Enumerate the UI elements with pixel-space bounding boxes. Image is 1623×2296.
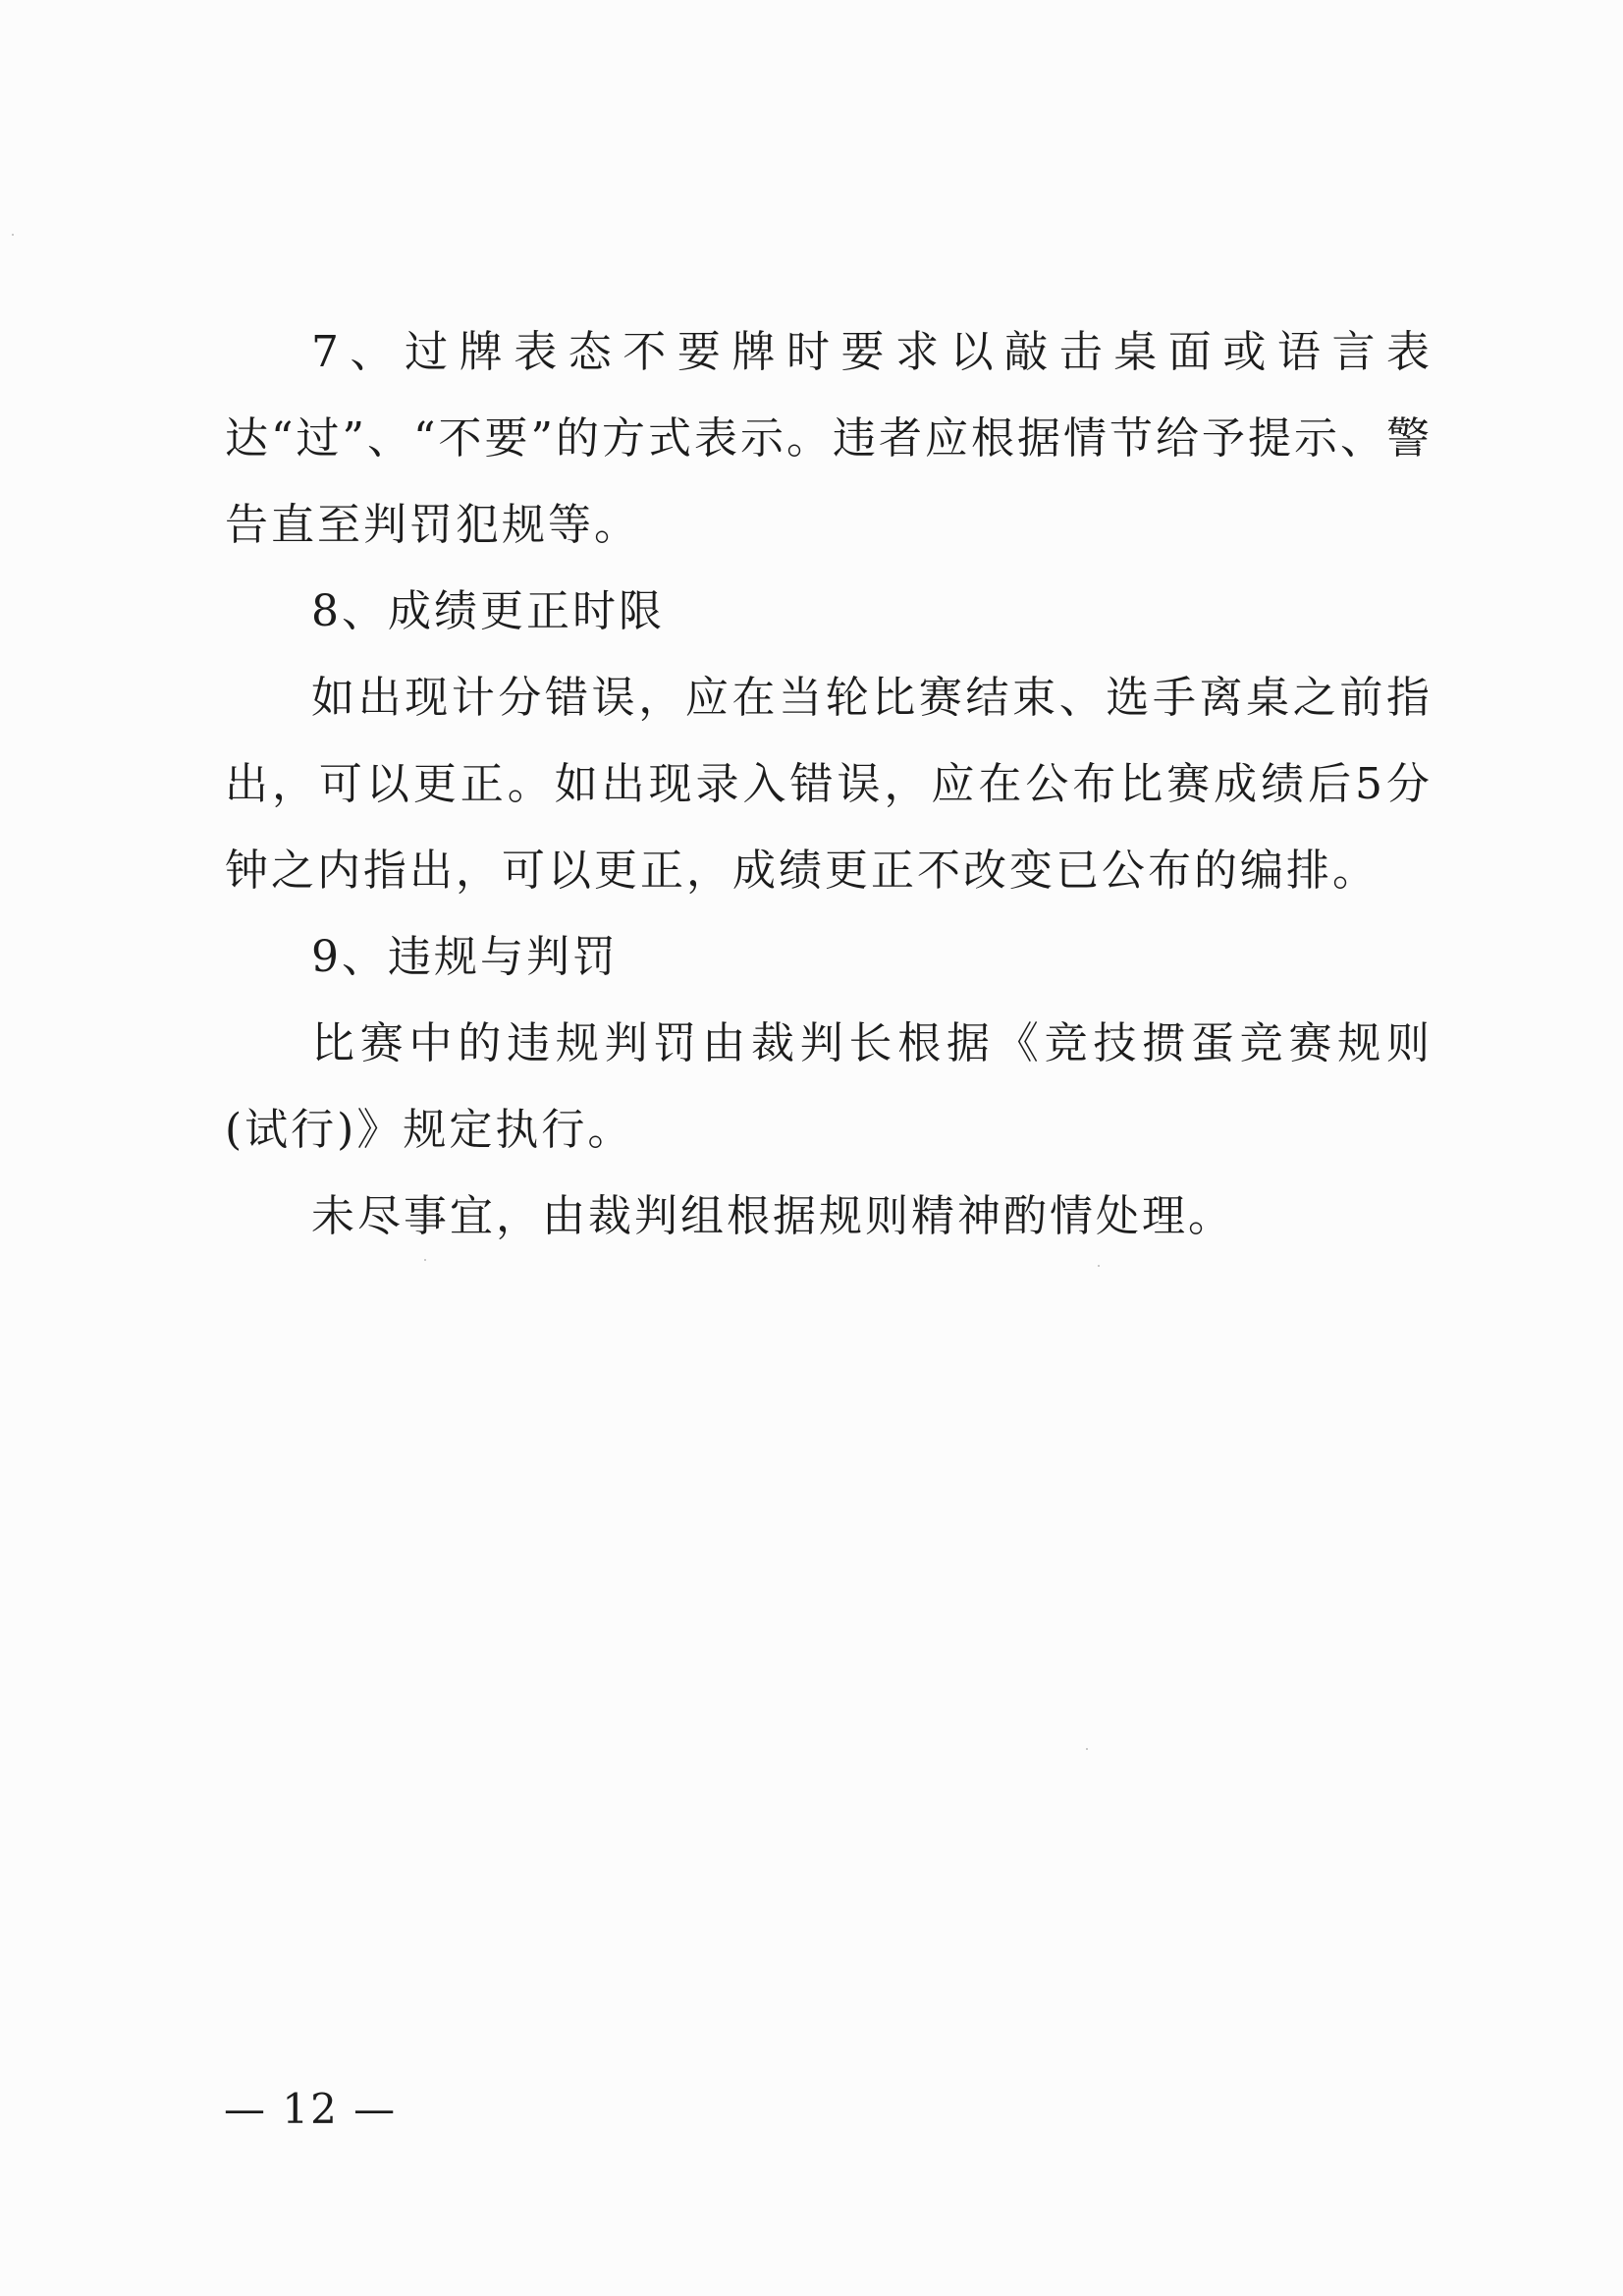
paragraph-rule-7: 7、过牌表态不要牌时要求以敲击桌面或语言表达“过”、“不要”的方式表示。违者应根据情节给予提示、警告直至判罚犯规等。: [225, 327, 1433, 550]
scan-speck: [424, 1259, 426, 1261]
paragraph-score-correction: 如出现计分错误，应在当轮比赛结束、选手离桌之前指出，可以更正。如出现录入错误，应在公布比赛成绩后5分钟之内指出，可以更正，成绩更正不改变已公布的编排。: [225, 673, 1433, 896]
paragraph-other-matters: 未尽事宜，由裁判组根据规则精神酌情处理。: [311, 1191, 1234, 1241]
heading-rule-9: 9、违规与判罚: [311, 932, 619, 982]
page-number: — 12 —: [224, 2085, 398, 2133]
document-body: [225, 309, 1433, 1260]
paragraph-violation-penalty: 比赛中的违规判罚由裁判长根据《竞技掼蛋竞赛规则(试行)》规定执行。: [225, 1018, 1433, 1155]
scan-speck: [1098, 1265, 1100, 1267]
heading-rule-8: 8、成绩更正时限: [311, 586, 665, 636]
scan-speck: [1086, 1748, 1088, 1750]
scan-speck: [12, 234, 14, 236]
